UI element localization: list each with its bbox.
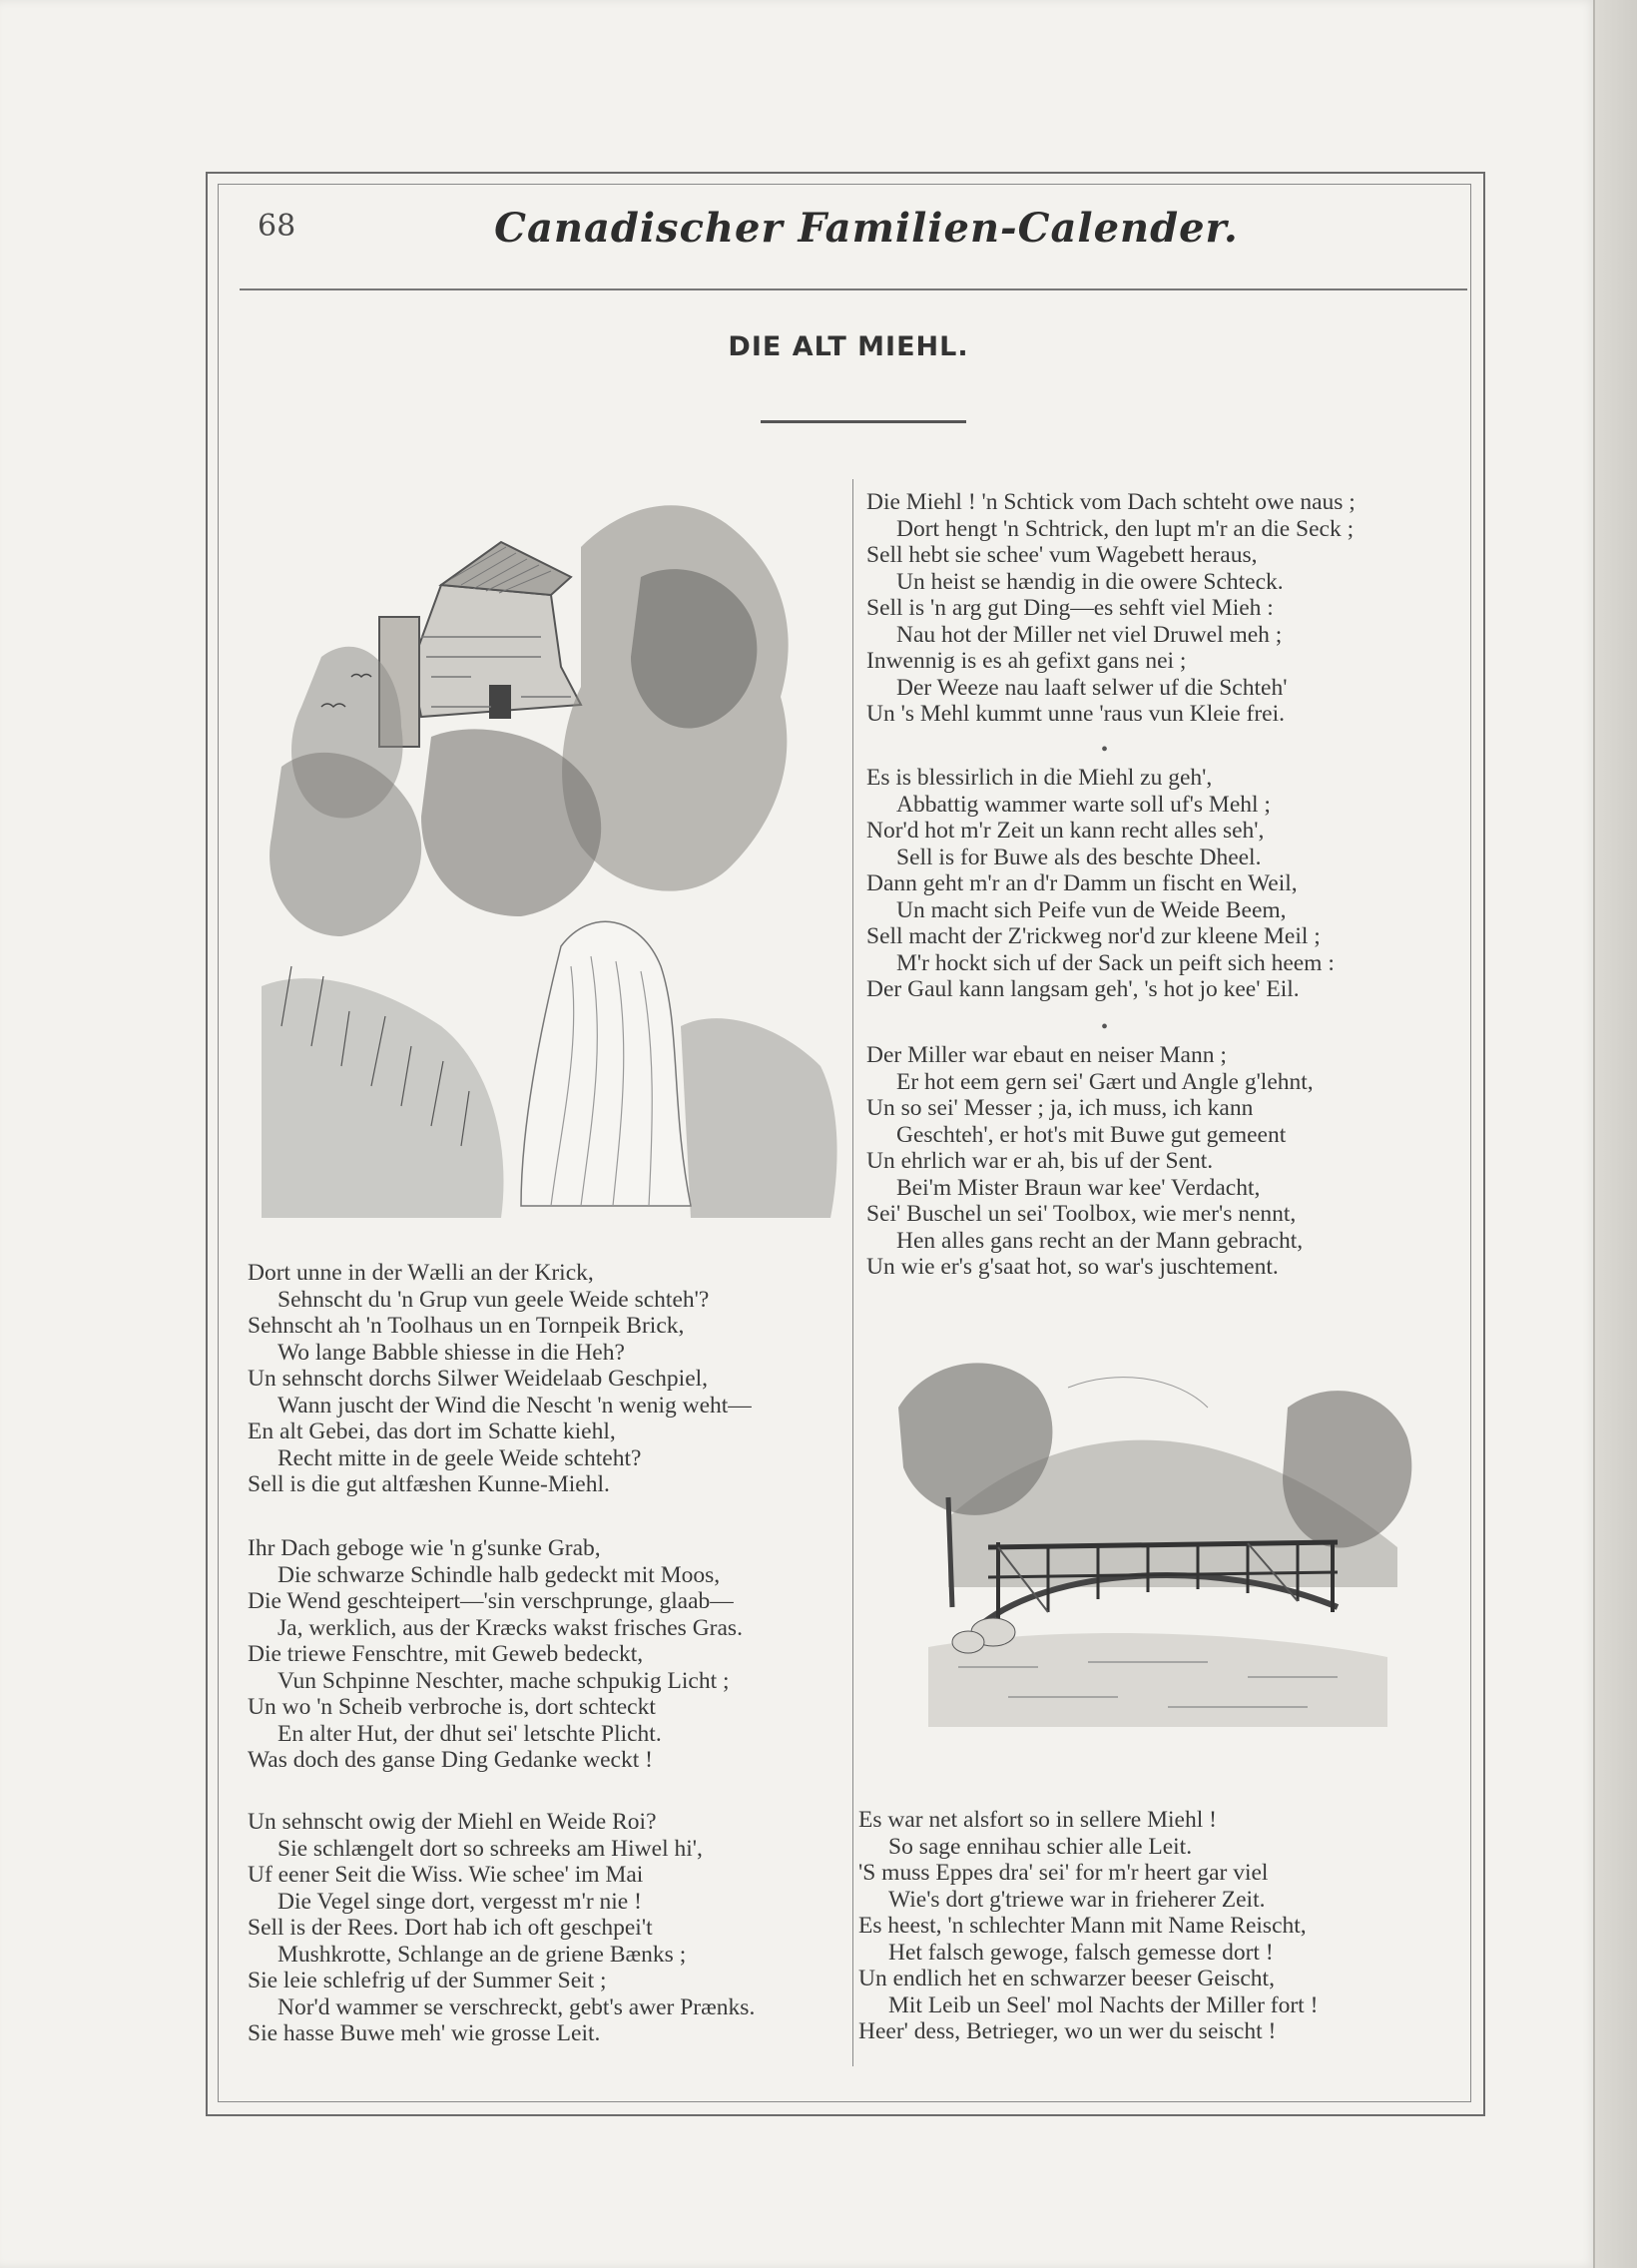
mill-illustration	[262, 467, 840, 1218]
verse-line: Sei' Buschel un sei' Toolbox, wie mer's nennt,	[866, 1201, 1297, 1227]
verse-line: Ihr Dach geboge wie 'n g'sunke Grab,	[248, 1535, 601, 1561]
verse-line: Sehnscht du 'n Grup vun geele Weide schteh'?	[277, 1286, 710, 1313]
verse-line: So sage ennihau schier alle Leit.	[888, 1833, 1193, 1860]
verse-line: Dann geht m'r an d'r Damm un fischt en Weil,	[866, 870, 1298, 896]
verse-line: Un heist se hændig in die owere Schteck.	[896, 568, 1284, 595]
tree-right	[1283, 1391, 1411, 1547]
verse-line: Die schwarze Schindle halb gedeckt mit Moos,	[277, 1561, 721, 1588]
verse-line: Ja, werklich, aus der Kræcks wakst frisches Gras.	[277, 1614, 743, 1641]
verse-line: Inwennig is es ah gefixt gans nei ;	[866, 648, 1187, 674]
verse-line: Sell is for Buwe als des beschte Dheel.	[896, 844, 1262, 870]
verse-line: Der Gaul kann langsam geh', 's hot jo kee' Eil.	[866, 976, 1300, 1002]
verse-line: Er hot eem gern sei' Gært und Angle g'lehnt,	[896, 1068, 1314, 1095]
poem-title: DIE ALT MIEHL.	[728, 331, 969, 362]
verse-line: Die Miehl ! 'n Schtick vom Dach schteht owe naus ;	[866, 489, 1356, 515]
page-header	[258, 205, 1475, 275]
verse-line: Der Weeze nau laaft selwer uf die Schteh'	[896, 674, 1288, 701]
verse-line: Sell is die gut altfæshen Kunne-Miehl.	[248, 1471, 610, 1497]
bridge-illustration	[888, 1328, 1417, 1737]
verse-line: Es war net alsfort so in sellere Miehl !	[858, 1807, 1217, 1833]
verse-line: Bei'm Mister Braun war kee' Verdacht,	[896, 1174, 1261, 1201]
verse-line: Un macht sich Peife vun de Weide Beem,	[896, 896, 1287, 923]
verse-line: Wo lange Babble shiesse in die Heh?	[277, 1339, 625, 1366]
verse-line: Vun Schpinne Neschter, mache schpukig Licht ;	[277, 1667, 730, 1694]
stanza-right-2	[866, 765, 1335, 1003]
verse-line: Sell macht der Z'rickweg nor'd zur kleene Meil ;	[866, 923, 1321, 949]
verse-line: Het falsch gewoge, falsch gemesse dort !	[888, 1939, 1274, 1966]
verse-line: Es is blessirlich in die Miehl zu geh',	[866, 765, 1213, 791]
column-divider	[852, 479, 853, 2066]
verse-line: Sell is der Rees. Dort hab ich oft geschpei't	[248, 1915, 653, 1941]
waterfall	[521, 921, 691, 1206]
page-edge	[1593, 0, 1637, 2268]
verse-line: Nor'd wammer se verschreckt, gebt's awer Prænks.	[277, 1993, 756, 2020]
verse-line: Hen alles gans recht an der Mann gebracht,	[896, 1227, 1304, 1254]
verse-line: Sell hebt sie schee' vum Wagebett heraus,	[866, 542, 1258, 568]
stanza-left-1	[248, 1260, 752, 1498]
verse-line: Dort hengt 'n Schtrick, den lupt m'r an die Seck ;	[896, 515, 1355, 542]
stream	[928, 1633, 1387, 1727]
verse-line: Wann juscht der Wind die Nescht 'n wenig weht—	[277, 1392, 752, 1418]
verse-line: Un so sei' Messer ; ja, ich muss, ich kann	[866, 1095, 1254, 1121]
verse-line: Un 's Mehl kummt unne 'raus vun Kleie frei.	[866, 701, 1285, 727]
page-number: 68	[258, 209, 296, 244]
verse-line: Sehnscht ah 'n Toolhaus un en Tornpeik Brick,	[248, 1313, 685, 1339]
verse-line: Un ehrlich war er ah, bis uf der Sent.	[866, 1148, 1214, 1174]
stanza-left-3	[248, 1809, 755, 2047]
verse-line: Sell is 'n arg gut Ding—es sehft viel Mieh :	[866, 595, 1274, 621]
verse-line: En alt Gebei, das dort im Schatte kiehl,	[248, 1418, 616, 1444]
verse-line: Wie's dort g'triewe war in frieherer Zeit.	[888, 1886, 1266, 1913]
running-head: Canadischer Familien-Calender.	[494, 205, 1239, 252]
verse-line: En alter Hut, der dhut sei' letschte Plicht.	[277, 1720, 662, 1747]
verse-line: Was doch des ganse Ding Gedanke weckt !	[248, 1747, 653, 1773]
stanza-separator: •	[1101, 739, 1109, 761]
verse-line: Un sehnscht owig der Miehl en Weide Roi?	[248, 1809, 657, 1835]
verse-line: Mushkrotte, Schlange an de griene Bænks ;	[277, 1941, 687, 1968]
verse-line: Uf eener Seit die Wiss. Wie schee' im Mai	[248, 1862, 644, 1888]
verse-line: Es heest, 'n schlechter Mann mit Name Reischt,	[858, 1913, 1307, 1939]
header-rule	[240, 288, 1467, 290]
stanza-separator: •	[1101, 1016, 1109, 1038]
stanza-right-1	[866, 489, 1356, 728]
verse-line: Der Miller war ebaut en neiser Mann ;	[866, 1042, 1227, 1068]
verse-line: Un sehnscht dorchs Silwer Weidelaab Geschpiel,	[248, 1366, 709, 1392]
verse-line: M'r hockt sich uf der Sack un peift sich heem :	[896, 949, 1335, 976]
verse-line: Dort unne in der Wælli an der Krick,	[248, 1260, 594, 1286]
verse-line: 'S muss Eppes dra' sei' for m'r heert gar viel	[858, 1860, 1269, 1886]
verse-line: Sie hasse Buwe meh' wie grosse Leit.	[248, 2020, 601, 2046]
stanza-left-2	[248, 1535, 743, 1774]
verse-line: Die triewe Fenschtre, mit Geweb bedeckt,	[248, 1641, 644, 1667]
verse-line: Un wie er's g'saat hot, so war's juschtement.	[866, 1254, 1279, 1280]
verse-line: Die Wend geschteipert—'sin verschprunge, glaab—	[248, 1588, 734, 1614]
verse-line: Recht mitte in de geele Weide schteht?	[277, 1444, 642, 1471]
verse-line: Die Vegel singe dort, vergesst m'r nie !	[277, 1888, 642, 1915]
verse-line: Sie leie schlefrig uf der Summer Seit ;	[248, 1968, 607, 1993]
stanza-right-4	[858, 1807, 1318, 2045]
verse-line: Heer' dess, Betrieger, wo un wer du seischt !	[858, 2018, 1277, 2044]
verse-line: Nau hot der Miller net viel Druwel meh ;	[896, 621, 1283, 648]
verse-line: Sie schlængelt dort so schreeks am Hiwel hi',	[277, 1835, 703, 1862]
verse-line: Mit Leib un Seel' mol Nachts der Miller fort !	[888, 1991, 1319, 2018]
title-rule	[761, 420, 966, 423]
verse-line: Un wo 'n Scheib verbroche is, dort schteckt	[248, 1694, 656, 1720]
verse-line: Un endlich het en schwarzer beeser Geischt,	[858, 1966, 1275, 1991]
verse-line: Abbattig wammer warte soll uf's Mehl ;	[896, 791, 1271, 818]
mill-building	[379, 542, 581, 747]
verse-line: Nor'd hot m'r Zeit un kann recht alles seh',	[866, 818, 1265, 844]
stanza-right-3	[866, 1042, 1314, 1281]
verse-line: Geschteh', er hot's mit Buwe gut gemeent	[896, 1121, 1287, 1148]
